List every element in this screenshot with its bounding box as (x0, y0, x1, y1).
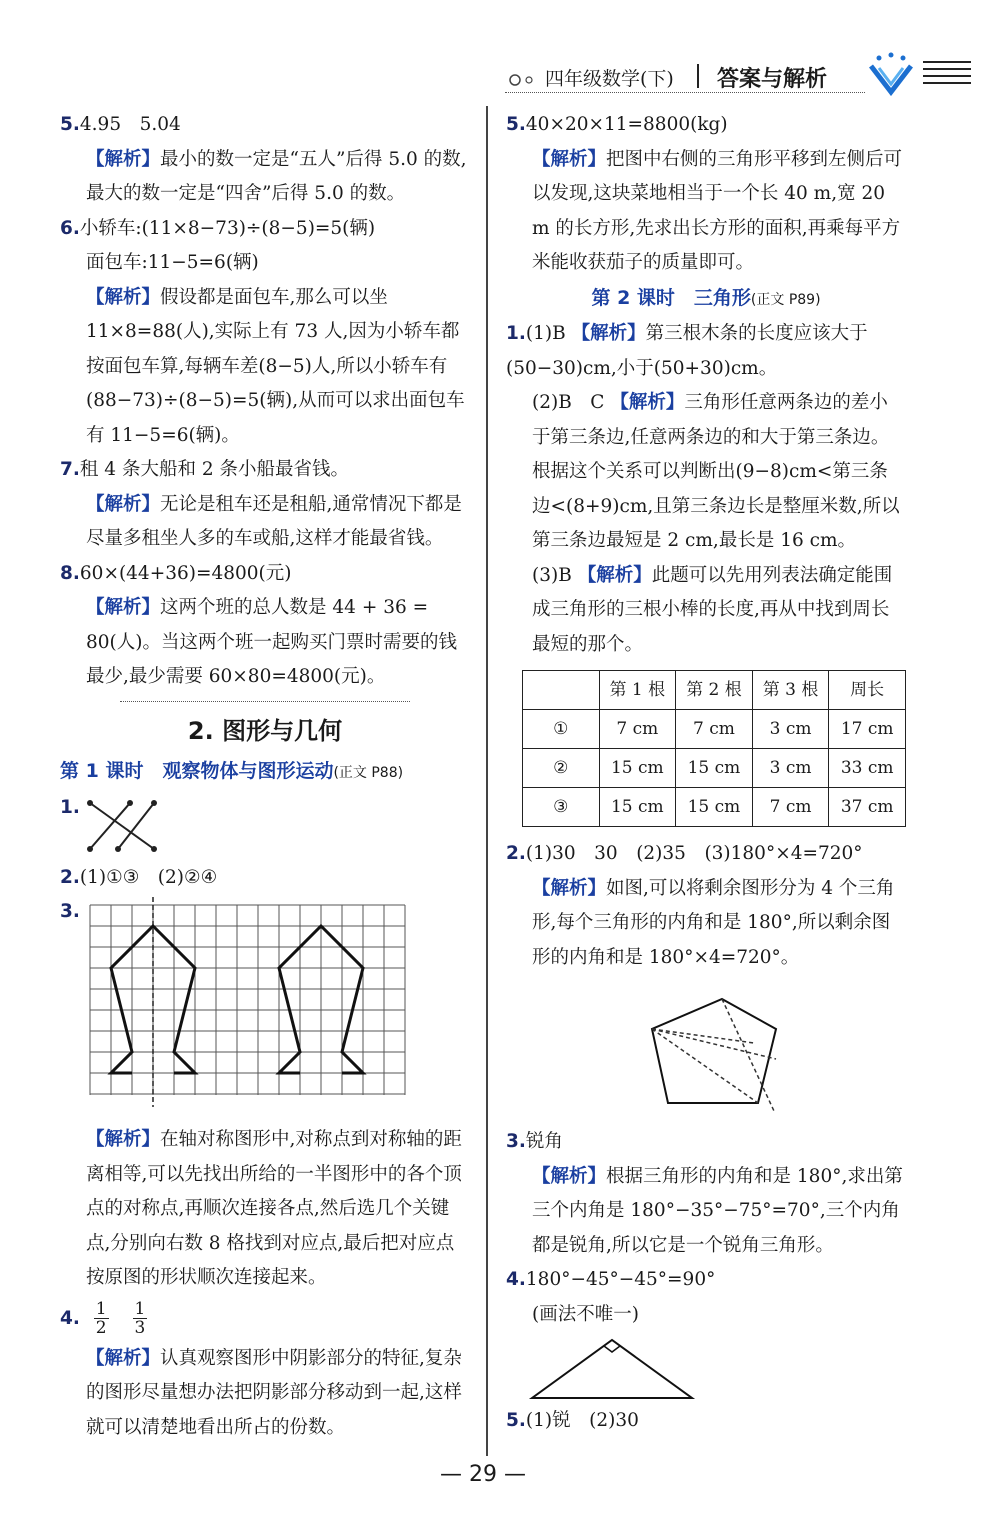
table-header-row: 第 1 根 第 2 根 第 3 根 周长 (523, 671, 906, 710)
right-triangle-figure-wrap (506, 1332, 906, 1404)
answer-g2: 2.(1)①③ (2)②④ (60, 866, 218, 888)
analysis-7: 【解析】无论是租车还是租船,通常情况下都是尽量多租坐人多的车或船,这样才能最省钱。 (86, 493, 462, 549)
table-row: ① 7 cm 7 cm 3 cm 17 cm (523, 710, 906, 749)
answer-t1-1: 1.(1)B 【解析】第三根木条的长度应该大于(50−30)cm,小于(50+30)cm。 (506, 323, 868, 379)
table-row: ③ 15 cm 15 cm 7 cm 37 cm (523, 788, 906, 827)
answer-t4-note: (画法不唯一) (532, 1303, 639, 1325)
analysis-5: 【解析】最小的数一定是“五人”后得 5.0 的数,最大的数一定是“四舍”后得 5.0 的数。 (86, 148, 467, 204)
answer-5: 5.4.95 5.04 (60, 114, 181, 135)
right-column (506, 108, 906, 1439)
answer-t5: 5.(1)锐 (2)30 (506, 1410, 639, 1431)
analysis-r5: 【解析】把图中右侧的三角形平移到左侧后可以发现,这块菜地相当于一个长 40 m,宽 20 m 的长方形,先求出长方形的面积,再乘每平方米能收获茄子的质量即可。 (532, 148, 903, 273)
header-separator (697, 64, 699, 88)
page-header (505, 58, 975, 98)
answer-6-line2: 面包车:11−5=6(辆) (86, 252, 259, 273)
answer-g3: 3. (60, 895, 470, 1123)
section-title: 2. 图形与几何 (187, 716, 343, 745)
lesson-2-title: 第 2 课时 三角形(正文 P89) (591, 286, 821, 309)
left-column (60, 108, 470, 1445)
fraction-one-third: $\frac{1}{3}$ (134, 1299, 146, 1338)
crossed-lines-figure (84, 797, 174, 857)
column-divider (486, 106, 488, 1456)
stick-length-table (522, 670, 906, 827)
answer-t4: 4.180°−45°−45°=90° (506, 1269, 716, 1290)
analysis-t3: 【解析】根据三角形的内角和是 180°,求出第三个内角是 180°−35°−75°=70°,三个内角都是锐角,所以它是一个锐角三角形。 (532, 1165, 903, 1256)
answer-7: 7.租 4 条大船和 2 条小船最省钱。 (60, 459, 349, 480)
header-title: 答案与解析 (717, 67, 828, 92)
answer-g4: 4. $\frac{1}{2}$ $\frac{1}{3}$ (60, 1299, 146, 1338)
book-logo-icon (865, 52, 975, 96)
header-decoration-icon (505, 64, 545, 94)
analysis-t2: 【解析】如图,可以将剩余图形分为 4 个三角形,每个三角形的内角和是 180°,所以剩余图形的内角和是 180°×4=720°。 (532, 877, 895, 968)
right-triangle-figure (526, 1334, 706, 1404)
analysis-g4: 【解析】认真观察图形中阴影部分的特征,复杂的图形尽量想办法把阴影部分移动到一起,这样就可以清楚地看出所占的份数。 (86, 1347, 462, 1438)
header-dotted-line (505, 92, 865, 93)
header-subject: 四年级数学(下) (545, 68, 674, 90)
pentagon-figure-wrap (506, 975, 906, 1125)
answer-t3: 3.锐角 (506, 1131, 563, 1152)
table-row: ② 15 cm 15 cm 3 cm 33 cm (523, 749, 906, 788)
analysis-g3: 【解析】在轴对称图形中,对称点到对称轴的距离相等,可以先找出所给的一半图形中的各个顶点的对称点,再顺次连接各点,然后选几个关键点,分别向右数 8 格找到对应点,最后把对应点按原图的形状顺次连接起来。 (86, 1129, 462, 1288)
page-number: — 29 — (440, 1462, 526, 1487)
section-dotted-line (120, 701, 410, 708)
pentagon-division-figure (646, 979, 806, 1129)
fraction-one-half: $\frac{1}{2}$ (95, 1299, 107, 1338)
answer-r5: 5.40×20×11=8800(kg) (506, 114, 728, 135)
lesson-1-title: 第 1 课时 观察物体与图形运动(正文 P88) (60, 760, 404, 782)
answer-t1-2: (2)B C 【解析】三角形任意两条边的差小于第三条边,任意两条边的和大于第三条边。根据这个关系可以判断出(9−8)cm<第三条边<(8+9)cm,且第三条边长是整厘米数,所以第三条边最短是 2 cm,最长是 16 cm。 (532, 392, 900, 551)
answer-g1: 1. (60, 791, 470, 861)
answer-t2: 2.(1)30 30 (2)35 (3)180°×4=720° (506, 843, 863, 864)
answer-8: 8.60×(44+36)=4800(元) (60, 562, 292, 584)
analysis-6: 【解析】假设都是面包车,那么可以坐 11×8=88(人),实际上有 73 人,因为小轿车都按面包车算,每辆车差(8−5)人,所以小轿车有(88−73)÷(8−5)=5(辆),从而可以求出面包车有 11−5=6(辆)。 (86, 286, 465, 446)
answer-6: 6.小轿车:(11×8−73)÷(8−5)=5(辆) (60, 217, 376, 239)
answer-t1-3: (3)B 【解析】此题可以先用列表法确定能围成三角形的三根小棒的长度,再从中找到周长最短的那个。 (532, 564, 893, 655)
analysis-8: 【解析】这两个班的总人数是 44 + 36 = 80(人)。当这两个班一起购买门票时需要的钱最少,最少需要 60×80=4800(元)。 (86, 597, 457, 687)
grid-symmetry-figure (86, 897, 426, 1117)
